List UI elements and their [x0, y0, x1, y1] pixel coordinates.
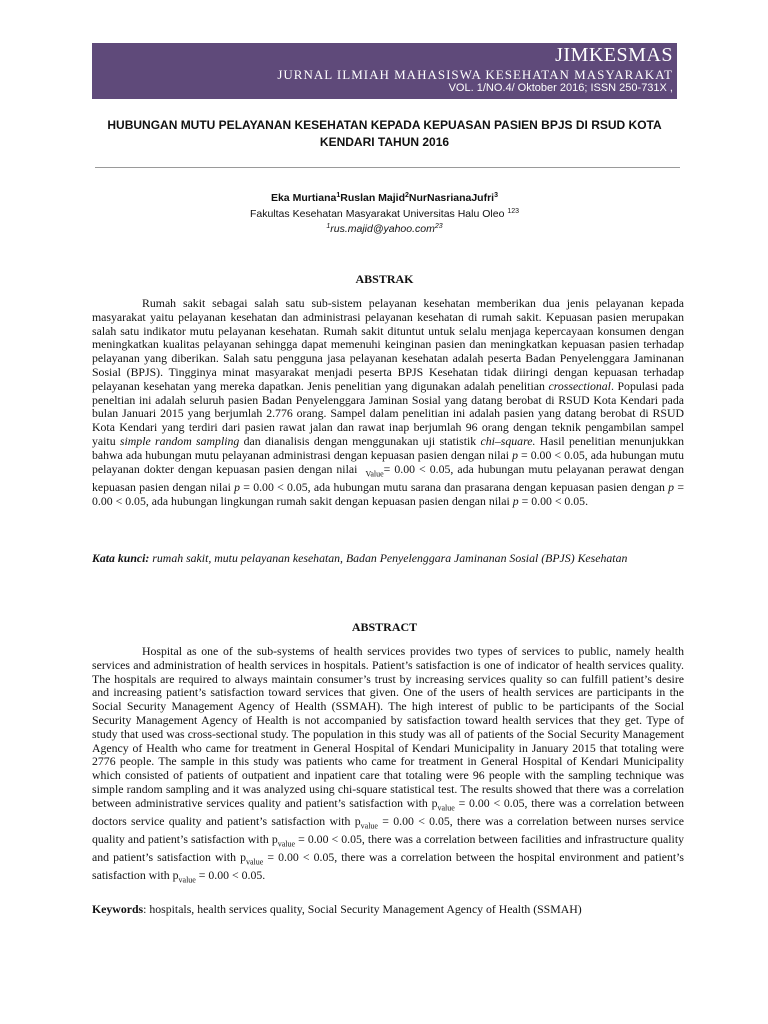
p-value-sub: value: [178, 875, 196, 885]
journal-header-banner: [92, 43, 677, 99]
article-title-line-2: KENDARI TAHUN 2016: [319, 135, 450, 149]
keywords-text: : hospitals, health services quality, Social Security Management Agency of Health (SSMAH): [143, 902, 582, 916]
abstrak-text-4: Hasil penelitian menunjukkan bahwa ada hubungan mutu pelayanan administrasi dengan kepuasan pasien dengan nilai: [92, 433, 684, 462]
kata-kunci-text: rumah sakit, mutu pelayanan kesehatan, Badan Penyelenggara Jaminanan Sosial (BPJS) Kesehatan: [149, 551, 628, 565]
abstrak-italic-crossectional: crossectional: [548, 378, 611, 393]
abstract-text-3: = 0.00 < 0.05, there was a correlation between nurses service quality and patient’s satisfaction with: [92, 813, 684, 847]
author-1: Eka Murtiana: [270, 192, 337, 204]
p-value-symbol: p: [172, 868, 179, 883]
affiliation-text: Fakultas Kesehatan Masyarakat Universitas Halu Oleo: [249, 208, 505, 220]
abstrak-text-7: = 0.00 < 0.05, ada hubungan mutu sarana dan prasarana dengan kepuasan pasien dengan: [240, 479, 669, 494]
abstract-heading: ABSTRACT: [351, 620, 418, 634]
author-1-sup: 1: [336, 192, 341, 199]
p-value-sub: value: [437, 803, 455, 813]
keywords: [92, 902, 684, 916]
journal-short-title: JIMKESMAS: [555, 44, 673, 66]
abstrak-italic-sampling: simple random sampling: [119, 433, 240, 448]
p-value-sub: value: [245, 857, 264, 867]
email-prefix-sup: 1: [326, 223, 331, 230]
author-2-sup: 2: [405, 192, 409, 199]
abstract-text-6: = 0.00 < 0.05.: [195, 868, 266, 883]
abstrak-text-5: = 0.00 < 0.05, ada hubungan mutu pelayanan dokter dengan kepuasan pasien dengan nilai: [92, 447, 684, 476]
abstract-text-1: Hospital as one of the sub-systems of health services provides two types of services to public, namely health services and administration of health services in hospitals. Patient’s satisfaction is one of indicator of health services quality. The hospitals are required to always maintain consumer’s trust by increasing services quality so can fulfill patient’s desire and increasing patient’s satisfaction toward services that given. One of the users of health services are participants in the Social Security Management Agency of Health (SSMAH). The high interest of public to be participants of the Social Security Management Agency of Health is not accompanied by satisfaction toward health services that they get. Type of study that used was cross-sectional study. The population in this study was all of patients of the Social Security Management Agency of Health who came for treatment in General Hospital of Kendari Municipality in January 2015 that totaling were 2776 people. The sample in this study was patients who came for treatment in General Hospital of Kendari Municipality which consisted of patients of outpatient and inpatient care that totaling were 96 people with the sampling technique was simple random sampling and it was analyzed using chi-square statistical test. The results showed that there was a correlation between administrative services quality and patient’s satisfaction with: [92, 644, 684, 810]
abstrak-body: [92, 297, 684, 508]
affiliation-sup: 123: [507, 208, 520, 215]
abstrak-heading: ABSTRAK: [355, 272, 414, 286]
p-value-symbol: p: [240, 850, 246, 865]
journal-full-title: JURNAL ILMIAH MAHASISWA KESEHATAN MASYARAKAT: [277, 67, 673, 82]
abstrak-p-symbol: p: [512, 447, 518, 462]
author-2: Ruslan Majid: [340, 192, 405, 204]
p-value-sub: value: [277, 839, 296, 849]
title-divider: [95, 167, 680, 168]
kata-kunci: [92, 551, 684, 565]
abstrak-text-9: = 0.00 < 0.05.: [518, 493, 589, 508]
abstract-text-5: = 0.00 < 0.05, there was a correlation between the hospital environment and patient’s satisfaction with: [92, 850, 685, 883]
journal-volume-info: VOL. 1/NO.4/ Oktober 2016; ISSN 250-731X ,: [448, 82, 673, 94]
article-title: [92, 117, 677, 151]
abstrak-p-symbol: p: [234, 479, 241, 494]
abstrak-text-3: dan dianalisis dengan menggunakan uji statistik: [239, 433, 481, 448]
abstrak-text-6: = 0.00 < 0.05, ada hubungan mutu pelayanan perawat dengan kepuasan pasien dengan nilai: [92, 461, 684, 494]
article-title-line-1: HUBUNGAN MUTU PELAYANAN KESEHATAN KEPADA KEPUASAN PASIEN BPJS DI RSUD KOTA: [107, 118, 662, 132]
abstrak-text-2: . Populasi pada peneltian ini adalah seluruh pasien Badan Penyelenggara Jaminan Sosial yang datang berobat di RSUD Kota Kendari pada bulan Januari 2015 yang berjumlah 2.776 orang. Sampel dalam penelitian ini adalah pasien yang datang berobat di RSUD Kota Kendari yang terdiri dari pasien rawat jalan dan rawat inap berjumlah 96 orang dengan teknik pengambilan sampel yaitu: [92, 378, 684, 448]
p-value-symbol: p: [431, 795, 438, 810]
email-text[interactable]: rus.majid@yahoo.com: [330, 223, 435, 235]
abstrak-p-symbol: p: [512, 493, 519, 508]
abstract-body: [92, 645, 684, 888]
abstrak-text-8: = 0.00 < 0.05, ada hubungan lingkungan rumah sakit dengan kepuasan pasien dengan nilai: [92, 479, 684, 508]
abstrak-p-symbol: p: [668, 479, 675, 494]
abstrak-value-sub: Value: [365, 468, 384, 478]
email-sup: 23: [434, 223, 443, 230]
p-value-symbol: p: [271, 832, 278, 847]
abstract-text-2: = 0.00 < 0.05, there was a correlation between doctors service quality and patient’s satisfaction with: [92, 795, 684, 828]
kata-kunci-label: Kata kunci:: [92, 551, 150, 565]
author-3: NurNasrianaJufri: [408, 192, 495, 204]
abstract-text-4: = 0.00 < 0.05, there was a correlation between facilities and infrastructure quality and patient’s satisfaction with: [92, 832, 684, 865]
p-value-sub: value: [360, 821, 378, 831]
author-email: [92, 219, 677, 237]
author-3-sup: 3: [494, 192, 499, 199]
abstrak-italic-chi-square: chi–square.: [480, 433, 536, 448]
p-value-symbol: p: [354, 813, 361, 828]
keywords-label: Keywords: [92, 902, 144, 916]
abstrak-text-1: Rumah sakit sebagai salah satu sub-sistem pelayanan kesehatan memberikan dua jenis pelayanan kepada masyarakat yaitu pelayanan kesehatan dan administrasi pelayanan kesehatan di rumah sakit. Kepuasan pasien merupakan salah satu indikator mutu pelayanan kesehatan. Rumah sakit dituntut untuk selalu menjaga kepercayaan konsumen dengan meningkatkan kualitas pelayanan sehingga dapat memenuhi keinginan pasien dan meningkatkan kepuasan pasien terhadap pelayanan yang diberikan. Salah satu pengguna jasa pelayanan kesehatan adalah peserta Badan Penyelenggara Jaminanan Sosial (BPJS). Tingginya minat masyarakat menjadi peserta BPJS Kesehatan tidak diiringi dengan kepuasan terhadap pelayanan kesehatan yang mereka dapatkan. Jenis penelitian yang digunakan adalah penelitian: [92, 296, 684, 393]
